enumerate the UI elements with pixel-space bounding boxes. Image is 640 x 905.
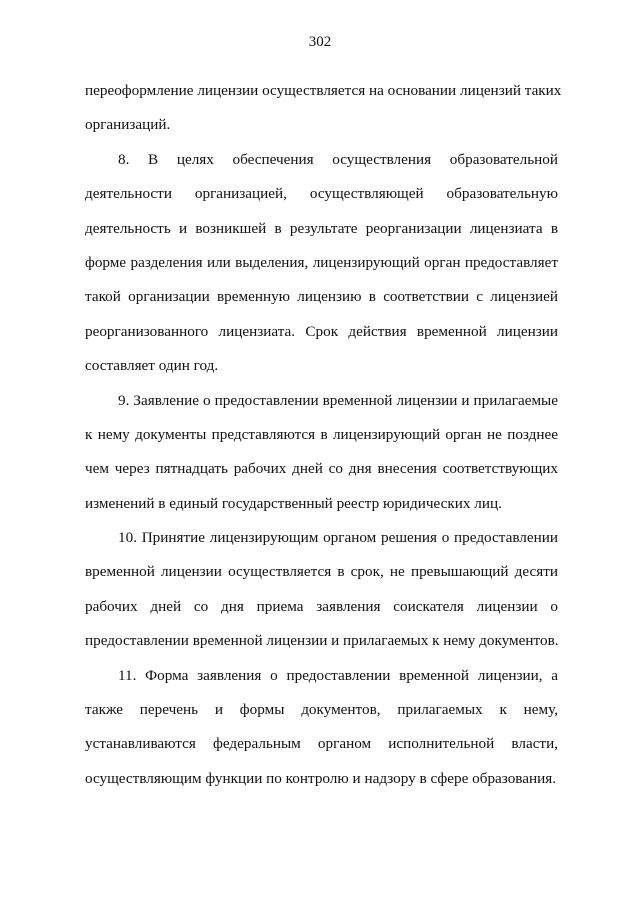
text-line: 10. Принятие лицензирующим органом решения о предоставлении bbox=[118, 529, 558, 547]
text-line: устанавливаются федеральным органом исполнительной власти, bbox=[85, 735, 558, 753]
text-line: деятельности организацией, осуществляющей образовательную bbox=[85, 185, 558, 203]
paragraph bbox=[85, 659, 558, 797]
paragraph bbox=[85, 74, 562, 143]
text-line: реорганизованного лицензиата. Срок действия временной лицензии bbox=[85, 322, 558, 340]
document-body bbox=[85, 74, 562, 796]
text-line: 9. Заявление о предоставлении временной лицензии и прилагаемые bbox=[118, 391, 558, 409]
text-line: предоставлении временной лицензии и прилагаемых к нему документов. bbox=[85, 632, 559, 650]
paragraph bbox=[85, 384, 558, 522]
text-line: также перечень и формы документов, прилагаемых к нему, bbox=[85, 701, 558, 719]
text-line: изменений в единый государственный реестр юридических лиц. bbox=[85, 494, 502, 512]
text-line: переоформление лицензии осуществляется на основании лицензий таких bbox=[85, 82, 562, 99]
page-number: 302 bbox=[308, 34, 332, 50]
text-line: деятельность и возникшей в результате реорганизации лицензиата в bbox=[85, 219, 558, 237]
text-line: организаций. bbox=[85, 116, 171, 134]
text-line: форме разделения или выделения, лицензирующий орган предоставляет bbox=[85, 253, 558, 271]
paragraph bbox=[85, 143, 558, 384]
text-line: к нему документы представляются в лицензирующий орган не позднее bbox=[85, 425, 558, 443]
text-line: временной лицензии осуществляется в срок, не превышающий десяти bbox=[85, 563, 558, 581]
text-line: 11. Форма заявления о предоставлении временной лицензии, а bbox=[118, 666, 558, 684]
text-line: составляет один год. bbox=[85, 357, 219, 375]
text-line: чем через пятнадцать рабочих дней со дня внесения соответствующих bbox=[85, 460, 558, 478]
text-line: такой организации временную лицензию в соответствии с лицензией bbox=[85, 288, 558, 306]
text-line: 8. В целях обеспечения осуществления образовательной bbox=[118, 150, 558, 168]
text-line: осуществляющим функции по контролю и надзору в сфере образования. bbox=[85, 769, 557, 787]
text-line: рабочих дней со дня приема заявления соискателя лицензии о bbox=[85, 597, 558, 615]
paragraph bbox=[85, 521, 558, 659]
